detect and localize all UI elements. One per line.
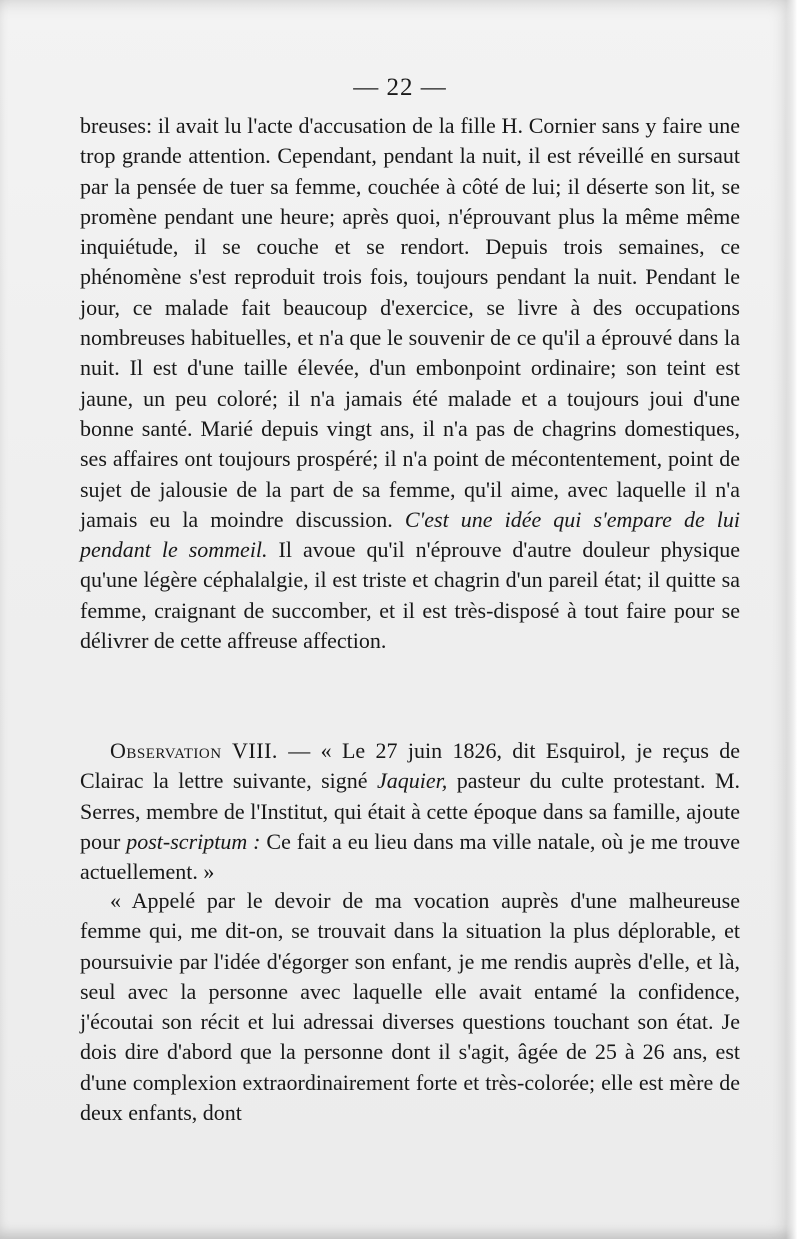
- italic-quote: C'est une idée qui s'empare de lui pendant le sommeil.: [80, 506, 740, 563]
- paragraph-text: [80, 111, 740, 656]
- italic-postscriptum: post-scriptum :: [126, 828, 261, 854]
- paragraph-text-part: — « Le 27 juin 1826, dit Esquirol, je reçus de Clairac la lettre suivante, signé: [80, 738, 741, 794]
- paragraph-text: [80, 736, 740, 887]
- paragraph-text-part: Il avoue qu'il n'éprouve d'autre douleur physique qu'une légère céphalalgie, il est triste et chagrin d'un pareil état; il quitte sa femme, craignant de succomber, et il est très-disposé à tout faire pour se délivrer de cette affreuse affection.: [80, 537, 740, 654]
- paragraph-text-part: pasteur du culte protestant. M. Serres, membre de l'Institut, qui était à cette époque dans sa famille, ajoute pour: [80, 768, 741, 854]
- paragraph-continuation: [80, 111, 740, 656]
- page-edge-shadow: [786, 0, 800, 1239]
- paragraph-text-part: breuses: il avait lu l'acte d'accusation de la fille H. Cornier sans y faire une trop grande attention. Cependant, pendant la nuit, il est réveillé en sursaut par la pensée de tuer sa femme, couchée à côté de lui; il déserte son lit, se promène pendant une heure; après quoi, n'éprouvant plus la même même inquiétude, il se couche et se rendort. Depuis trois semaines, ce phénomène s'est reproduit trois fois, toujours pendant la nuit. Pendant le jour, ce malade fait beaucoup d'exercice, se livre à des occupations nombreuses habituelles, et n'a que le souvenir de ce qu'il a éprouvé dans la nuit. Il est d'une taille élevée, d'un embonpoint ordinaire; son teint est jaune, un peu coloré; il n'a jamais été malade et a toujours joui d'une bonne santé. Marié depuis vingt ans, il n'a pas de chagrins domestiques, ses affaires ont toujours prospéré; il n'a point de mécontentement, point de sujet de jalousie de la part de sa femme, qu'il aime, avec laquelle il n'a jamais eu la moindre discussion.: [80, 113, 740, 532]
- paragraph-text: « Appelé par le devoir de ma vocation auprès d'une malheureuse femme qui, me dit-on, se trouvait dans la situation la plus déplorable, et poursuivie par l'idée d'égorger son enfant, je me rendis auprès d'elle, et là, seul avec la personne avec laquelle elle avait entamé la confidence, j'écoutai son récit et lui adressai diverses questions touchant son état. Je dois dire d'abord que la personne dont il s'agit, âgée de 25 à 26 ans, est d'une complexion extraordinairement forte et très-colorée; elle est mère de deux enfants, dont: [80, 888, 740, 1126]
- italic-name: Jaquier,: [377, 768, 448, 794]
- page-number: — 22 —: [353, 74, 447, 101]
- observation-heading: Observation VIII.: [110, 738, 278, 763]
- paragraph-observation-viii: [80, 736, 740, 887]
- paragraph-text-part: Ce fait a eu lieu dans ma ville natale, où je me trouve actuellement. »: [80, 828, 740, 885]
- paragraph-letter: [80, 886, 740, 1128]
